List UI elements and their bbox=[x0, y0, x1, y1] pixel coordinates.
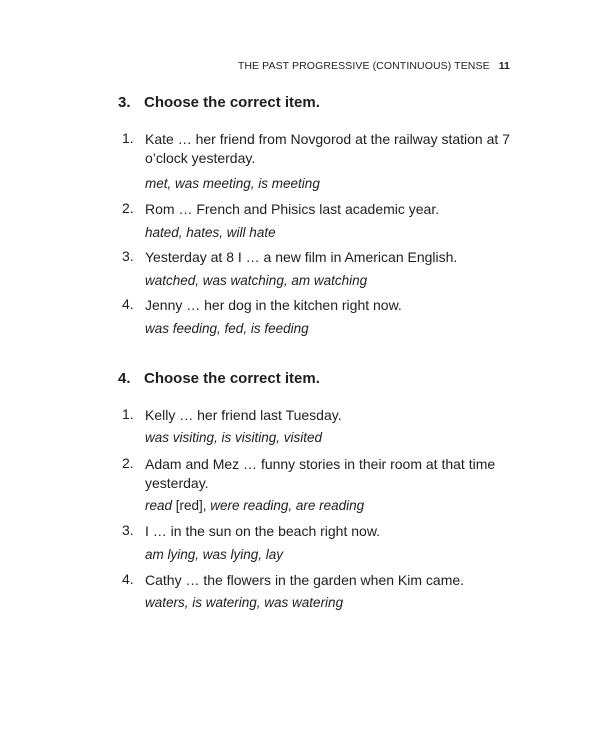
item-number: 4. bbox=[122, 571, 134, 587]
item-options: met, was meeting, is meeting bbox=[145, 176, 320, 191]
item-options-prefix: read bbox=[145, 498, 173, 513]
item-sentence: Kelly … her friend last Tuesday. bbox=[145, 407, 342, 423]
item-number: 1. bbox=[122, 406, 134, 422]
item-sentence: Yesterday at 8 I … a new film in American English. bbox=[145, 249, 458, 265]
exercise-instruction: Choose the correct item. bbox=[144, 370, 320, 387]
running-head-title: THE PAST PROGRESSIVE (CONTINUOUS) TENSE bbox=[237, 60, 490, 72]
exercise-heading bbox=[118, 370, 320, 387]
exercise-instruction: Choose the correct item. bbox=[144, 94, 320, 111]
item-options: hated, hates, will hate bbox=[145, 225, 276, 240]
item-sentence: Jenny … her dog in the kitchen right now. bbox=[145, 297, 402, 313]
exercise-number: 3. bbox=[118, 94, 131, 111]
exercise-number: 4. bbox=[118, 370, 131, 387]
item-sentence: Rom … French and Phisics last academic year. bbox=[145, 201, 440, 217]
item-number: 4. bbox=[122, 296, 134, 312]
item-sentence: Adam and Mez … funny stories in their room at that time yesterday. bbox=[145, 456, 496, 491]
item-number: 3. bbox=[122, 522, 134, 538]
item-options: am lying, was lying, lay bbox=[145, 547, 284, 562]
item-number: 1. bbox=[122, 130, 134, 146]
running-head bbox=[238, 60, 510, 72]
item-options-rest: were reading, are reading bbox=[210, 498, 365, 513]
page-number: 11 bbox=[498, 60, 510, 72]
item-number: 2. bbox=[122, 455, 134, 471]
item-sentence: Cathy … the flowers in the garden when Kim came. bbox=[145, 572, 465, 588]
item-options: was visiting, is visiting, visited bbox=[145, 430, 323, 445]
item-options: watched, was watching, am watching bbox=[145, 273, 368, 288]
item-sentence: I … in the sun on the beach right now. bbox=[145, 523, 381, 539]
item-number: 2. bbox=[122, 200, 134, 216]
item-number: 3. bbox=[122, 248, 134, 264]
item-sentence: Kate … her friend from Novgorod at the railway station at 7 o’clock yesterday. bbox=[145, 131, 510, 166]
item-options-transcription: [red], bbox=[172, 498, 211, 513]
item-options: waters, is watering, was watering bbox=[145, 595, 344, 610]
exercise-heading bbox=[118, 94, 320, 111]
item-options: was feeding, fed, is feeding bbox=[145, 321, 309, 336]
item-options bbox=[145, 498, 515, 513]
